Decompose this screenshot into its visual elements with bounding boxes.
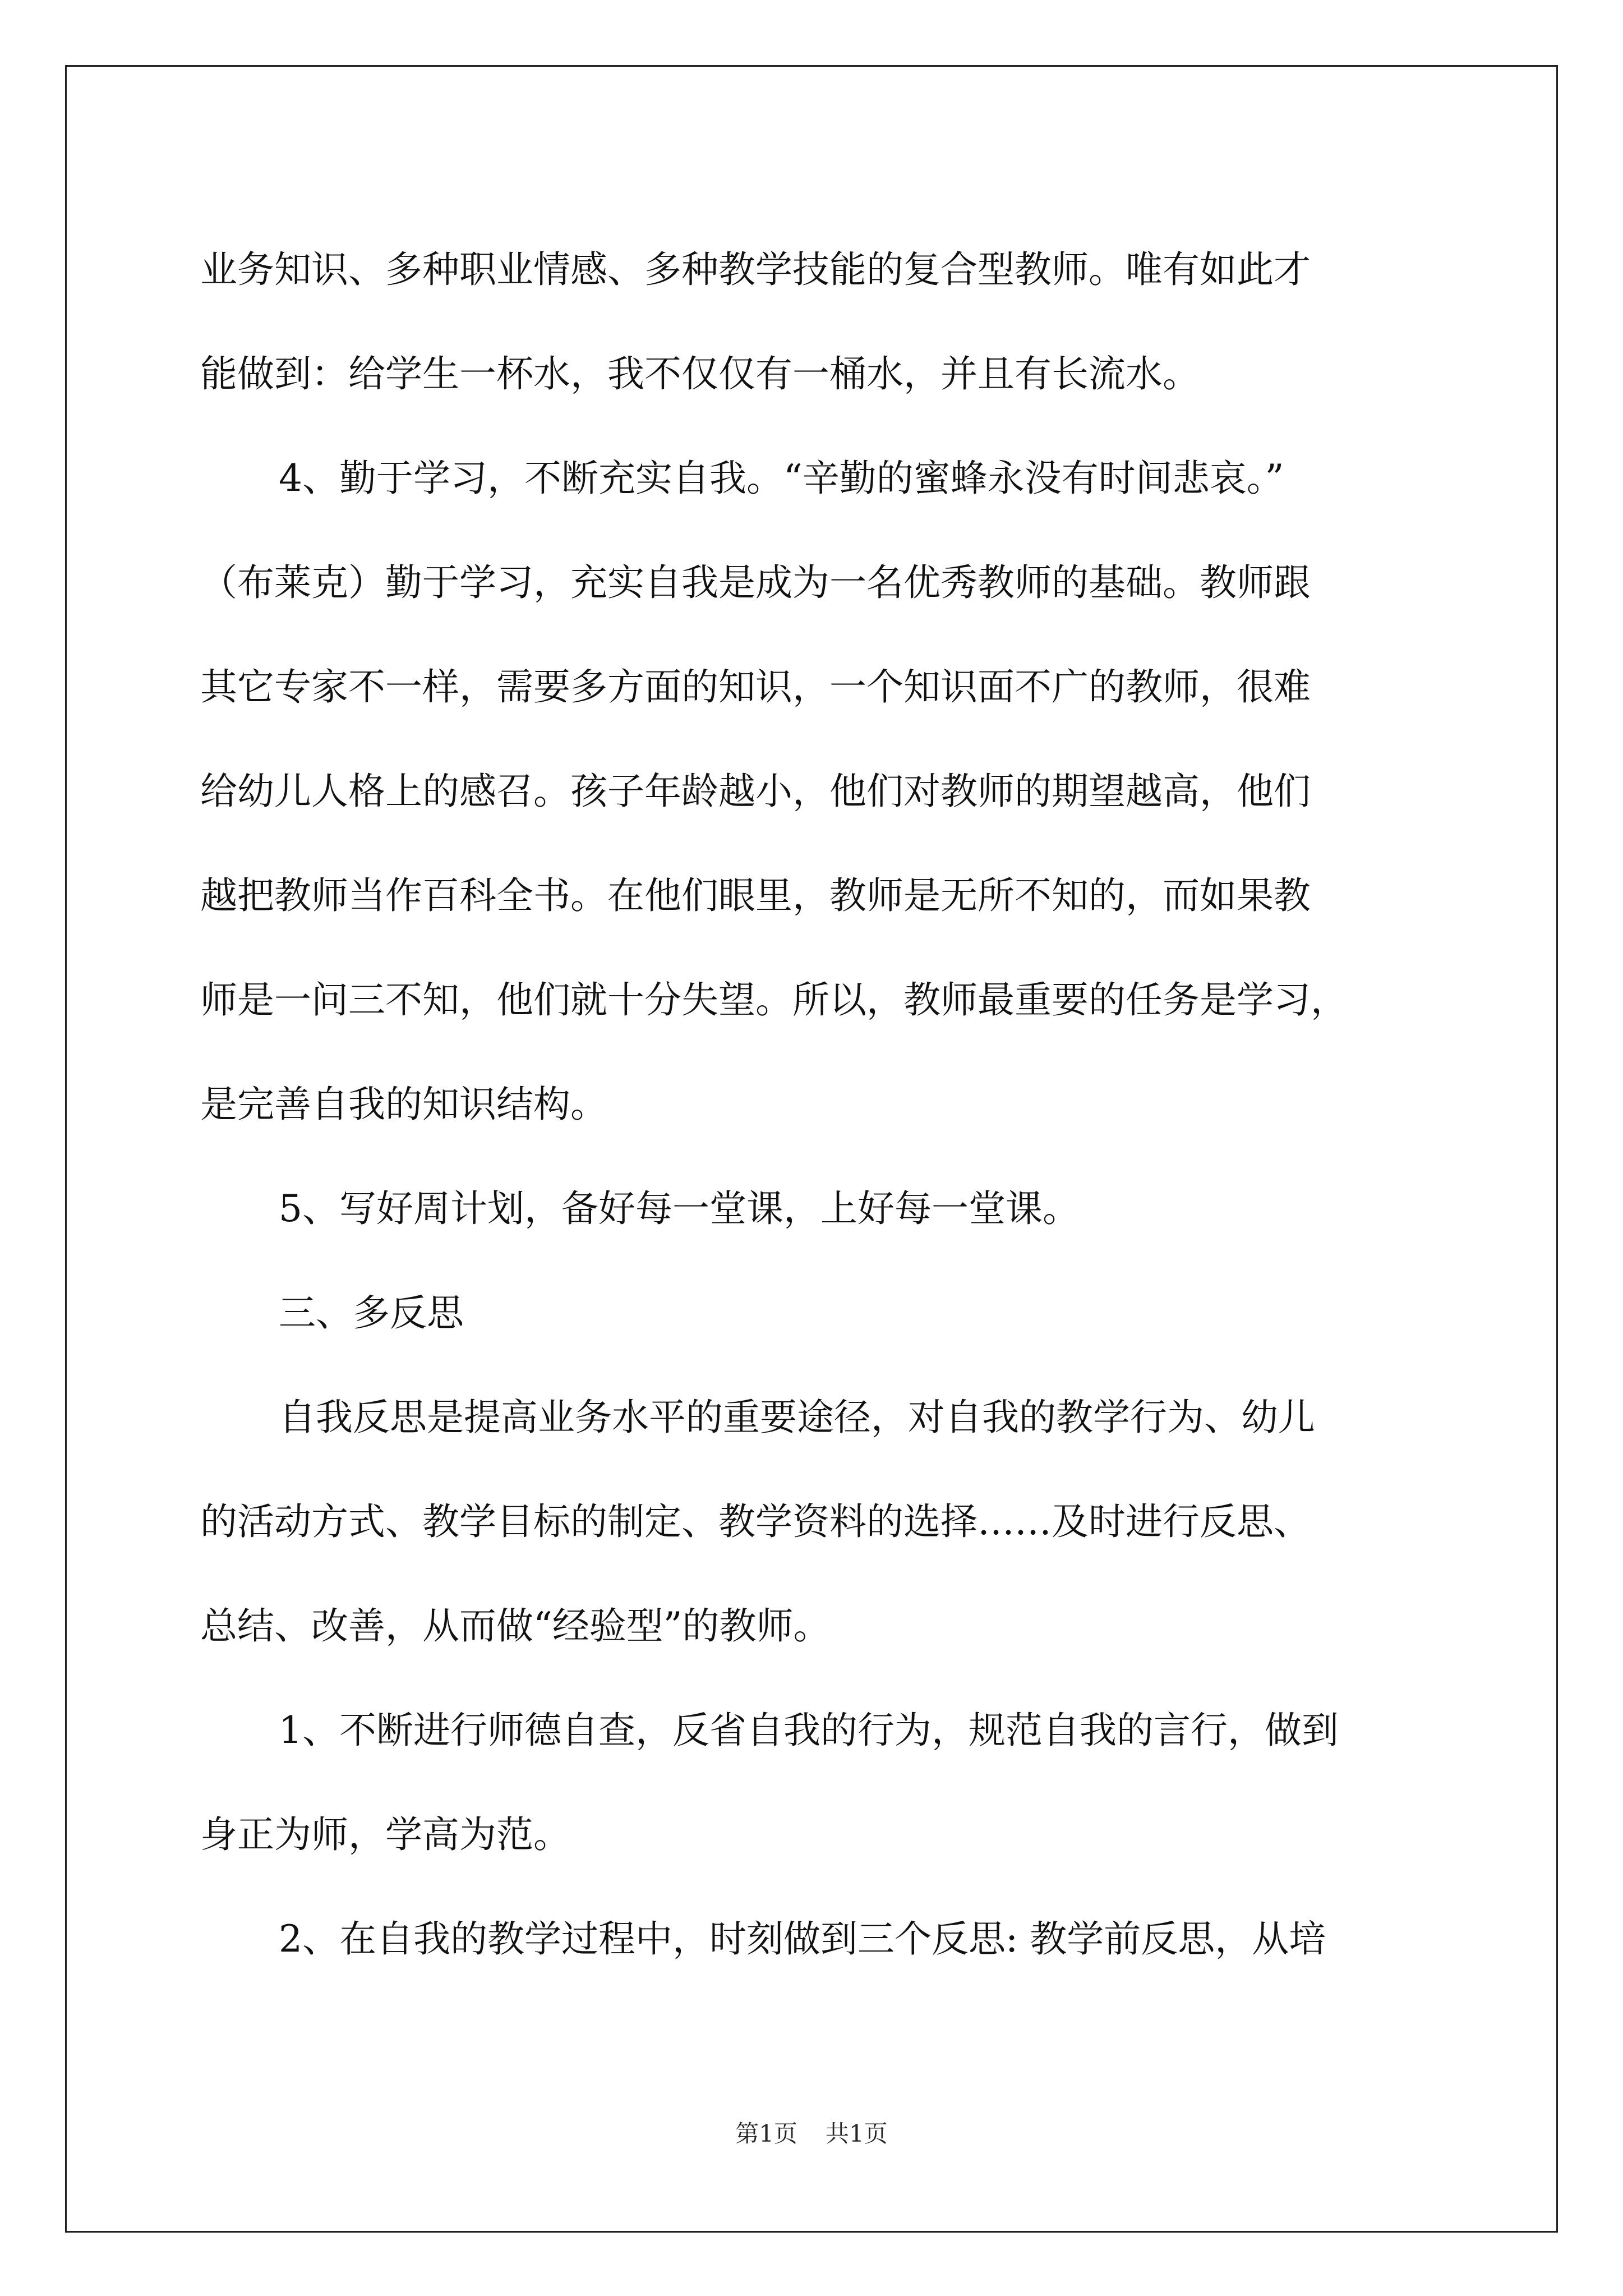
paragraph-reflection-intro <box>200 1365 1434 1678</box>
page-number-current: 第1页 <box>735 2120 797 2147</box>
page-number-total: 共1页 <box>826 2120 888 2147</box>
page-footer <box>0 2117 1623 2151</box>
section-heading <box>200 1261 1434 1365</box>
text-line: 三、多反思 <box>279 1291 464 1335</box>
text-line: 身正为师，学高为范。 <box>200 1813 570 1856</box>
paragraph-item-5 <box>200 1157 1434 1261</box>
text-line: 的活动方式、教学目标的制定、教学资料的选择……及时进行反思、 <box>200 1500 1311 1543</box>
text-line: 4、勤于学习，不断充实自我。“辛勤的蜜蜂永没有时间悲哀。” <box>279 457 1284 500</box>
text-line: 自我反思是提高业务水平的重要途径，对自我的教学行为、幼儿 <box>279 1396 1315 1439</box>
text-line: 5、写好周计划，备好每一堂课，上好每一堂课。 <box>279 1187 1080 1230</box>
paragraph-reflection-item-1 <box>200 1678 1434 1887</box>
text-line: 业务知识、多种职业情感、多种教学技能的复合型教师。唯有如此才 <box>200 248 1311 291</box>
text-line: 能做到：给学生一杯水，我不仅仅有一桶水，并且有长流水。 <box>200 352 1200 395</box>
paragraph-reflection-item-2 <box>200 1887 1434 1991</box>
text-line: 2、在自我的教学过程中，时刻做到三个反思: 教学前反思，从培 <box>279 1917 1326 1961</box>
text-line: 师是一问三不知，他们就十分失望。所以，教师最重要的任务是学习， <box>200 978 1348 1022</box>
paragraph-continuation <box>200 218 1434 426</box>
text-line: 总结、改善，从而做“经验型”的教师。 <box>200 1604 831 1648</box>
paragraph-item-4 <box>200 426 1434 1157</box>
text-line: （布莱克）勤于学习，充实自我是成为一名优秀教师的基础。教师跟 <box>200 561 1311 604</box>
document-body <box>200 218 1434 1991</box>
text-line: 其它专家不一样，需要多方面的知识，一个知识面不广的教师，很难 <box>200 665 1311 708</box>
text-line: 越把教师当作百科全书。在他们眼里，教师是无所不知的，而如果教 <box>200 874 1311 917</box>
text-line: 是完善自我的知识结构。 <box>200 1083 607 1126</box>
text-line: 给幼儿人格上的感召。孩子年龄越小，他们对教师的期望越高，他们 <box>200 770 1311 813</box>
text-line: 1、不断进行师德自查，反省自我的行为，规范自我的言行，做到 <box>279 1709 1339 1752</box>
